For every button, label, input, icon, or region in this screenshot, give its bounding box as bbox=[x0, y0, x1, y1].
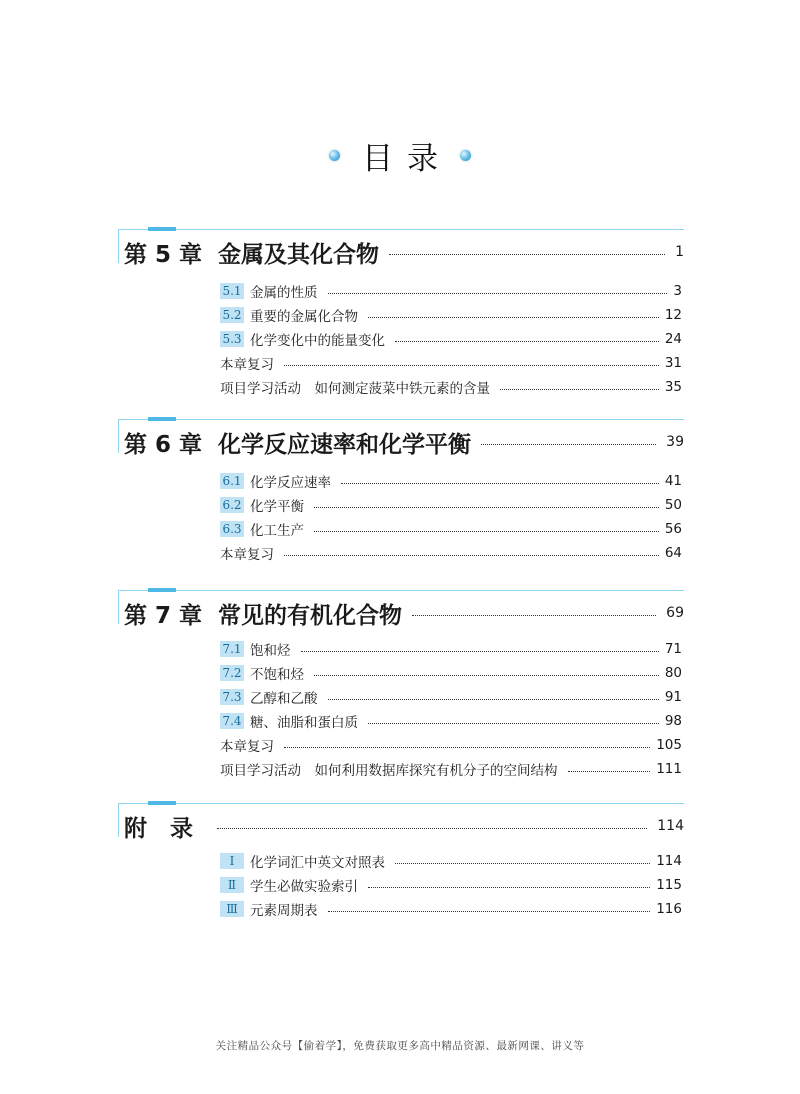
footer-note: 关注精品公众号【偷着学】，免费获取更多高中精品资源、最新网课、讲义等 bbox=[215, 1040, 585, 1052]
toc-entry[interactable] bbox=[220, 898, 682, 920]
toc-entry[interactable] bbox=[220, 494, 682, 516]
toc-entry[interactable] bbox=[220, 874, 682, 896]
toc-entry[interactable] bbox=[220, 376, 682, 398]
chapter-rule bbox=[118, 803, 684, 804]
toc-entry[interactable] bbox=[220, 304, 682, 326]
dot-leader bbox=[395, 863, 650, 864]
entry-page: 41 bbox=[664, 473, 682, 489]
chapter-header[interactable] bbox=[118, 229, 684, 268]
toc-entry[interactable] bbox=[220, 470, 682, 492]
entry-title: 本章复习 bbox=[220, 357, 274, 373]
chapter-side-rule bbox=[118, 803, 119, 837]
entry-title: 化学词汇中英文对照表 bbox=[250, 855, 385, 871]
entry-title: 项目学习活动 如何利用数据库探究有机分子的空间结构 bbox=[220, 763, 558, 779]
chapter-page: 1 bbox=[675, 244, 684, 260]
dot-leader bbox=[481, 444, 656, 445]
chapter-tab-marker bbox=[148, 417, 176, 421]
section-number: 7.2 bbox=[220, 665, 244, 681]
dot-leader bbox=[314, 531, 659, 532]
chapter-page: 69 bbox=[666, 605, 684, 621]
entry-page: 105 bbox=[656, 737, 682, 753]
page-title: 目录 bbox=[362, 140, 452, 177]
section-number: 7.4 bbox=[220, 713, 244, 729]
dot-leader bbox=[341, 483, 659, 484]
toc-entry[interactable] bbox=[220, 638, 682, 660]
entry-title: 金属的性质 bbox=[250, 285, 318, 301]
section-number: 5.2 bbox=[220, 307, 244, 323]
entry-title: 乙醇和乙酸 bbox=[250, 691, 318, 707]
chapter-page: 39 bbox=[666, 434, 684, 450]
toc-entry[interactable] bbox=[220, 662, 682, 684]
chapter-rule bbox=[118, 419, 684, 420]
dot-leader bbox=[368, 723, 659, 724]
chapter-name: 金属及其化合物 bbox=[218, 241, 380, 268]
entry-page: 111 bbox=[656, 761, 682, 777]
dot-leader bbox=[328, 293, 668, 294]
entry-title: 学生必做实验索引 bbox=[250, 879, 358, 895]
dot-leader bbox=[500, 389, 659, 390]
entry-title: 化学变化中的能量变化 bbox=[250, 333, 385, 349]
section-number: 5.3 bbox=[220, 331, 244, 347]
toc-title bbox=[0, 130, 800, 180]
chapter-name: 常见的有机化合物 bbox=[218, 602, 403, 629]
dot-leader bbox=[412, 615, 656, 616]
dot-leader bbox=[568, 771, 651, 772]
dot-leader bbox=[284, 365, 659, 366]
entry-page: 56 bbox=[664, 521, 682, 537]
section-number: Ⅲ bbox=[220, 901, 244, 917]
entry-page: 3 bbox=[673, 283, 682, 299]
entry-page: 24 bbox=[664, 331, 682, 347]
entry-page: 71 bbox=[664, 641, 682, 657]
entry-title: 饱和烃 bbox=[250, 643, 291, 659]
entry-page: 31 bbox=[664, 355, 682, 371]
bullet-dot-icon bbox=[460, 150, 471, 161]
entry-page: 12 bbox=[664, 307, 682, 323]
appendix-title: 附 录 bbox=[124, 815, 193, 842]
chapter-number: 第 6 章 bbox=[124, 431, 203, 458]
dot-leader bbox=[368, 317, 659, 318]
chapter-name: 化学反应速率和化学平衡 bbox=[218, 431, 472, 458]
entry-page: 50 bbox=[664, 497, 682, 513]
chapter-side-rule bbox=[118, 590, 119, 624]
chapter-side-rule bbox=[118, 229, 119, 263]
entry-page: 80 bbox=[664, 665, 682, 681]
dot-leader bbox=[328, 699, 659, 700]
section-number: 6.2 bbox=[220, 497, 244, 513]
toc-entry[interactable] bbox=[220, 352, 682, 374]
entry-title: 化学反应速率 bbox=[250, 475, 331, 491]
toc-entry[interactable] bbox=[220, 758, 682, 780]
dot-leader bbox=[328, 911, 651, 912]
dot-leader bbox=[284, 747, 650, 748]
entry-page: 91 bbox=[664, 689, 682, 705]
chapter-number: 第 5 章 bbox=[124, 241, 203, 268]
dot-leader bbox=[301, 651, 659, 652]
toc-entry[interactable] bbox=[220, 518, 682, 540]
dot-leader bbox=[284, 555, 659, 556]
entry-title: 本章复习 bbox=[220, 739, 274, 755]
toc-entry[interactable] bbox=[220, 850, 682, 872]
chapter-side-rule bbox=[118, 419, 119, 453]
toc-entry[interactable] bbox=[220, 280, 682, 302]
entry-title: 化工生产 bbox=[250, 523, 304, 539]
entry-page: 116 bbox=[656, 901, 682, 917]
entry-title: 化学平衡 bbox=[250, 499, 304, 515]
entry-title: 元素周期表 bbox=[250, 903, 318, 919]
section-number: 5.1 bbox=[220, 283, 244, 299]
toc-entry[interactable] bbox=[220, 542, 682, 564]
section-number: 7.3 bbox=[220, 689, 244, 705]
dot-leader bbox=[314, 507, 659, 508]
toc-entry[interactable] bbox=[220, 710, 682, 732]
entry-title: 糖、油脂和蛋白质 bbox=[250, 715, 358, 731]
dot-leader bbox=[217, 828, 647, 829]
entry-title: 项目学习活动 如何测定菠菜中铁元素的含量 bbox=[220, 381, 490, 397]
chapter-rule bbox=[118, 590, 684, 591]
entry-page: 114 bbox=[656, 853, 682, 869]
entry-title: 重要的金属化合物 bbox=[250, 309, 358, 325]
section-number: 6.1 bbox=[220, 473, 244, 489]
appendix-header[interactable] bbox=[118, 803, 684, 842]
chapter-header[interactable] bbox=[118, 419, 684, 458]
toc-entry[interactable] bbox=[220, 686, 682, 708]
entry-page: 35 bbox=[664, 379, 682, 395]
chapter-header[interactable] bbox=[118, 590, 684, 629]
entry-page: 64 bbox=[664, 545, 682, 561]
toc-entry[interactable] bbox=[220, 734, 682, 756]
dot-leader bbox=[368, 887, 650, 888]
entry-page: 98 bbox=[664, 713, 682, 729]
entry-page: 115 bbox=[656, 877, 682, 893]
chapter-page: 114 bbox=[657, 818, 684, 834]
entry-title: 不饱和烃 bbox=[250, 667, 304, 683]
section-number: 7.1 bbox=[220, 641, 244, 657]
dot-leader bbox=[395, 341, 659, 342]
entry-title: 本章复习 bbox=[220, 547, 274, 563]
section-number: 6.3 bbox=[220, 521, 244, 537]
chapter-tab-marker bbox=[148, 801, 176, 805]
chapter-tab-marker bbox=[148, 227, 176, 231]
chapter-rule bbox=[118, 229, 684, 230]
bullet-dot-icon bbox=[329, 150, 340, 161]
chapter-tab-marker bbox=[148, 588, 176, 592]
dot-leader bbox=[389, 254, 665, 255]
section-number: Ⅱ bbox=[220, 877, 244, 893]
dot-leader bbox=[314, 675, 659, 676]
toc-entry[interactable] bbox=[220, 328, 682, 350]
section-number: Ⅰ bbox=[220, 853, 244, 869]
chapter-number: 第 7 章 bbox=[124, 602, 203, 629]
